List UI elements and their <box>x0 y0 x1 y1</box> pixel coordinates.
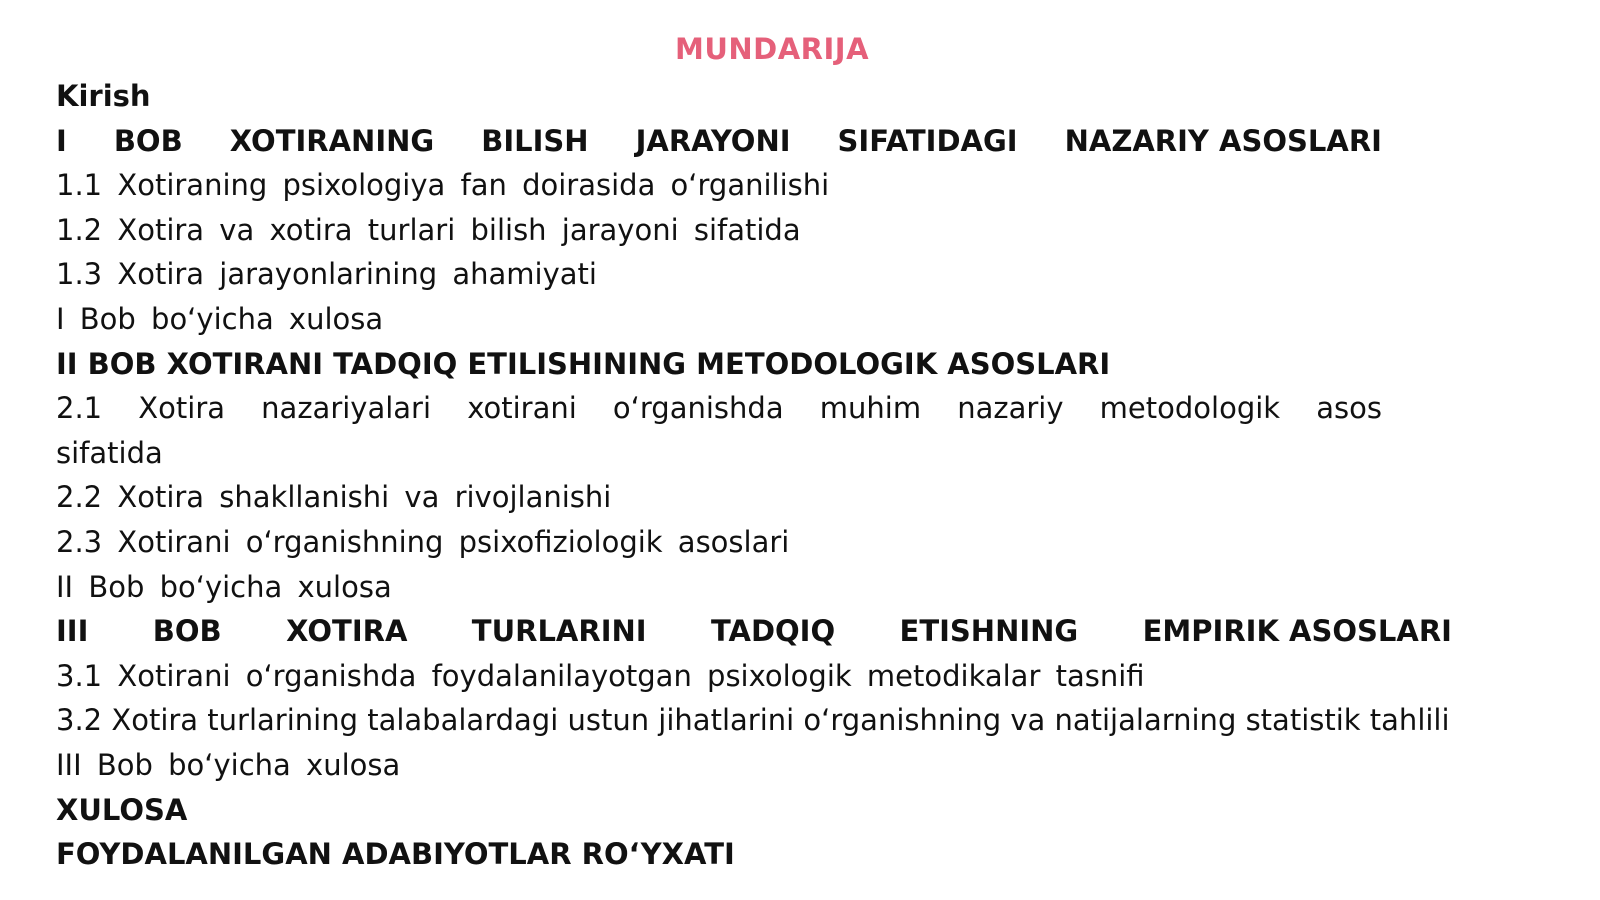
toc-chapter-3-summary: III Bob bo‘yicha xulosa <box>56 747 401 782</box>
toc-section-1-3: 1.3 Xotira jarayonlarining ahamiyati <box>56 257 597 292</box>
toc-section-2-1: 2.1 Xotira nazariyalari xotirani o‘rganishda muhim nazariy metodologik asos sifatida <box>56 391 1382 470</box>
toc-chapter-3-word: ETISHNING <box>899 614 1079 649</box>
toc-chapter-1 <box>56 119 1382 164</box>
toc-section-3-1: 3.1 Xotirani o‘rganishda foydalanilayotgan psixologik metodikalar tasnifi <box>56 658 1145 693</box>
toc-chapter-1-word: XOTIRANING <box>229 123 435 158</box>
table-of-contents <box>56 74 1452 877</box>
toc-entry-kirish: Kirish <box>56 79 151 113</box>
toc-entry-references: FOYDALANILGAN ADABIYOTLAR RO‘YXATI <box>56 837 735 872</box>
toc-chapter-1-word: NAZARIY ASOSLARI <box>1064 123 1382 158</box>
toc-chapter-2-summary: II Bob bo‘yicha xulosa <box>56 569 392 604</box>
toc-section-2-2: 2.2 Xotira shakllanishi va rivojlanishi <box>56 480 612 515</box>
toc-chapter-3-word: III <box>56 614 89 649</box>
toc-chapter-3 <box>56 609 1452 654</box>
toc-chapter-2: II BOB XOTIRANI TADQIQ ETILISHINING METODOLOGIK ASOSLARI <box>56 346 1111 381</box>
toc-section-3-2: 3.2 Xotira turlarining talabalardagi ustun jihatlarini o‘rganishning va natijalarning statistik tahlili <box>56 703 1450 738</box>
toc-chapter-1-word: SIFATIDAGI <box>837 123 1018 158</box>
document-title: MUNDARIJA <box>674 32 870 66</box>
toc-chapter-3-word: BOB <box>152 614 222 649</box>
toc-chapter-3-word: EMPIRIK ASOSLARI <box>1142 614 1452 649</box>
toc-chapter-1-word: I <box>56 123 67 158</box>
toc-chapter-1-word: BILISH <box>481 123 589 158</box>
toc-chapter-3-word: TURLARINI <box>471 614 647 649</box>
toc-section-1-2: 1.2 Xotira va xotira turlari bilish jarayoni sifatida <box>56 212 801 247</box>
toc-chapter-3-word: XOTIRA <box>286 614 408 649</box>
toc-section-2-3: 2.3 Xotirani o‘rganishning psixofiziologik asoslari <box>56 524 790 559</box>
toc-chapter-1-word: JARAYONI <box>635 123 791 158</box>
toc-chapter-3-word: TADQIQ <box>710 614 836 649</box>
toc-chapter-1-word: BOB <box>113 123 183 158</box>
toc-entry-xulosa: XULOSA <box>56 792 188 827</box>
toc-section-1-1: 1.1 Xotiraning psixologiya fan doirasida o‘rganilishi <box>56 168 830 203</box>
toc-chapter-1-summary: I Bob bo‘yicha xulosa <box>56 301 384 336</box>
